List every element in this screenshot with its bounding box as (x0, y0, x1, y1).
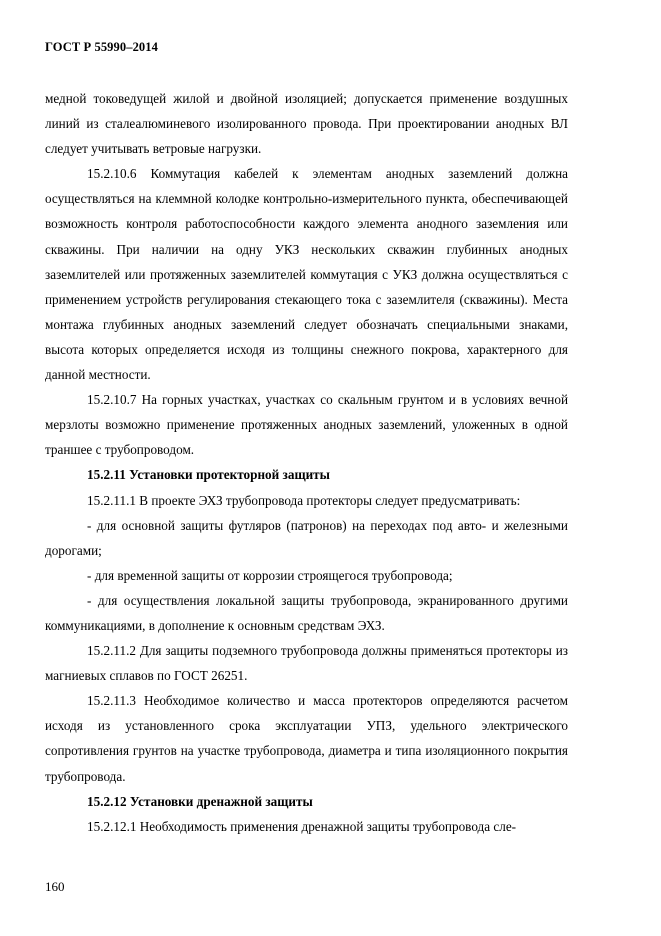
page-number: 160 (45, 879, 65, 894)
paragraph-15-2-12-1: 15.2.12.1 Необходимость применения дренажной защиты трубопровода сле- (87, 818, 517, 834)
section-heading-15-2-12: 15.2.12 Установки дренажной защиты (87, 793, 313, 809)
list-item-1: - для основной защиты футляров (патронов) на переходах под авто- и железными дорогами; (45, 517, 568, 558)
paragraph-15-2-11-3: 15.2.11.3 Необходимое количество и масса протекторов определяются расчетом исходя из установленного срока эксплуатации УПЗ, удельного электрического сопротивления грунтов на участке трубопровода, диаметра и типа изоляционного покрытия трубопровода. (45, 693, 568, 784)
paragraph-15-2-10-7: 15.2.10.7 На горных участках, участках со скальным грунтом и в условиях вечной мерзлоты возможно применение протяженных анодных заземлений, уложенных в одной траншее с трубопроводом. (45, 392, 568, 458)
list-item-3: - для осуществления локальной защиты трубопровода, экранированного другими коммуникациями, в дополнение к основным средствам ЭХЗ. (45, 592, 568, 633)
paragraph-15-2-10-6: 15.2.10.6 Коммутация кабелей к элементам анодных заземлений должна осуществляться на клеммной колодке контрольно-измерительного пункта, обеспечивающей возможность контроля работоспособности каждого элемента анодного заземления или скважины. При наличии на одну УКЗ нескольких скважин глубинных анодных заземлителей или протяженных заземлителей коммутация с УКЗ должна осуществляться с применением устройств регулирования стекающего тока с заземлителя (скважины). Места монтажа глубинных анодных заземлений следует обозначать специальными знаками, высота которых определяется исходя из толщины снежного покрова, характерного для данной местности. (45, 166, 568, 383)
paragraph-continuation: медной токоведущей жилой и двойной изоляцией; допускается применение воздушных линий из сталеалюминевого изолированного провода. При проектировании анодных ВЛ следует учитывать ветровые нагрузки. (45, 91, 568, 157)
paragraph-15-2-11-2: 15.2.11.2 Для защиты подземного трубопровода должны применяться протекторы из магниевых сплавов по ГОСТ 26251. (45, 643, 568, 684)
document-header: ГОСТ Р 55990–2014 (45, 40, 158, 54)
list-item-2: - для временной защиты от коррозии строящегося трубопровода; (87, 567, 453, 583)
paragraph-15-2-11-1: 15.2.11.1 В проекте ЭХЗ трубопровода протекторы следует предусматривать: (87, 492, 521, 508)
section-heading-15-2-11: 15.2.11 Установки протекторной защиты (87, 467, 330, 483)
document-body (45, 86, 568, 839)
